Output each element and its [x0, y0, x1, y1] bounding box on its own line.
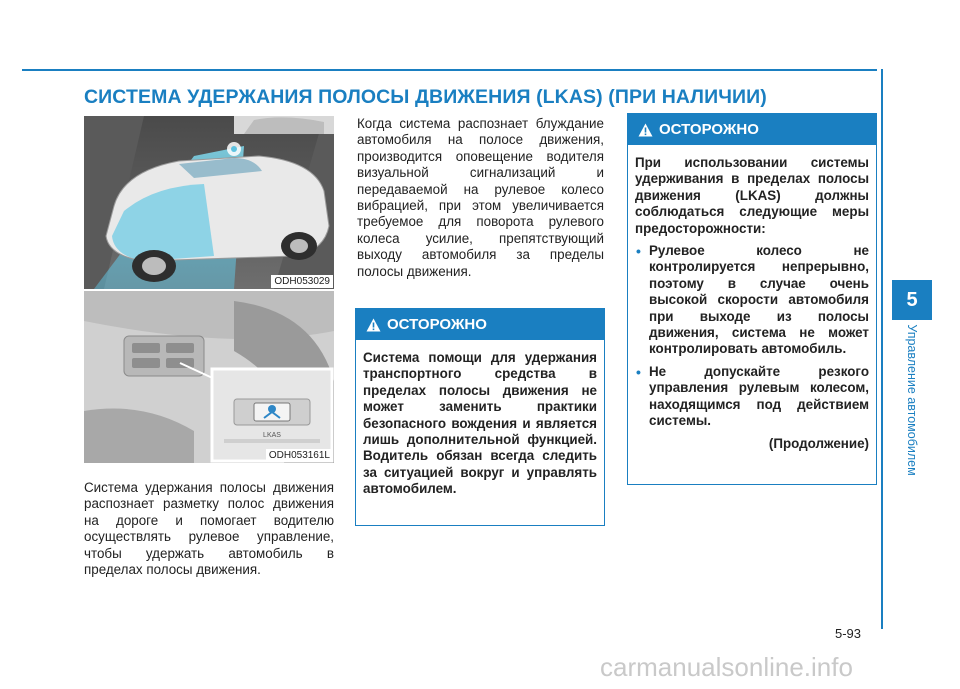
page-number: 5-93 [835, 626, 862, 641]
warning-box-2 [627, 113, 877, 485]
intro-paragraph: Система удержания полосы движения распознает разметку полос движения на дороге и помогает водителю осуществлять рулевое управление, чтобы удержать автомобиль в пределах полосы движения. [84, 480, 334, 578]
page-title: СИСТЕМА УДЕРЖАНИЯ ПОЛОСЫ ДВИЖЕНИЯ (LKAS) (ПРИ НАЛИЧИИ) [84, 86, 767, 108]
warning-triangle-icon [366, 318, 381, 332]
car-illustration [84, 116, 334, 289]
warning-box-1 [355, 308, 605, 526]
side-rule [881, 69, 883, 629]
warning-text: Система помощи для удержания транспортного средства в пределах полосы движения не может заменить практики безопасного вождения и является лишь дополнительной функцией. Водитель обязан всегда следить за ситуацией вокруг и управлять автомобилем. [363, 350, 597, 497]
lkas-button-label: LKAS [263, 432, 281, 439]
warning-heading: ОСТОРОЖНО [387, 316, 487, 333]
chapter-number-badge: 5 [892, 280, 932, 320]
warning-header [628, 114, 876, 145]
warning-bullet: • Рулевое колесо не контролируется непрерывно, поэтому в случае очень высокой скорости автомобиля при выходе из полосы движения, система не может контролировать автомобиль. [635, 243, 869, 358]
continued-label: (Продолжение) [768, 435, 869, 451]
warning-header [356, 309, 604, 340]
warning-content [628, 145, 876, 452]
figure-car-lane-camera [84, 116, 334, 289]
warning-bullet-list [635, 243, 869, 429]
figure-lkas-button [84, 291, 334, 463]
figure-code: ODH053161L [266, 449, 333, 462]
warning-bullet: • Не допускайте резкого управления рулевым колесом, находящимся под действием системы. [635, 364, 869, 430]
watermark: carmanualsonline.info [600, 652, 853, 682]
warning-heading: ОСТОРОЖНО [659, 121, 759, 138]
warning-triangle-icon [638, 123, 653, 137]
operation-paragraph: Когда система распознает блуждание автомобиля на полосе движения, производится оповещение водителя визуальной сигнализаций и передаваемой на рулевое колесо вибрацией, при этом увеличивается требуемое для поворота рулевого колеса усилие, препятствующий выходу автомобиля за пределы полосы движения. [357, 116, 604, 279]
top-rule [22, 69, 877, 71]
figure-code: ODH053029 [271, 275, 333, 288]
warning-intro: При использовании системы удерживания в пределах полосы движения (LKAS) должны соблюдаться следующие меры предосторожности: [635, 155, 869, 236]
dashboard-illustration [84, 291, 334, 463]
chapter-title: Управление автомобилем [905, 324, 919, 476]
